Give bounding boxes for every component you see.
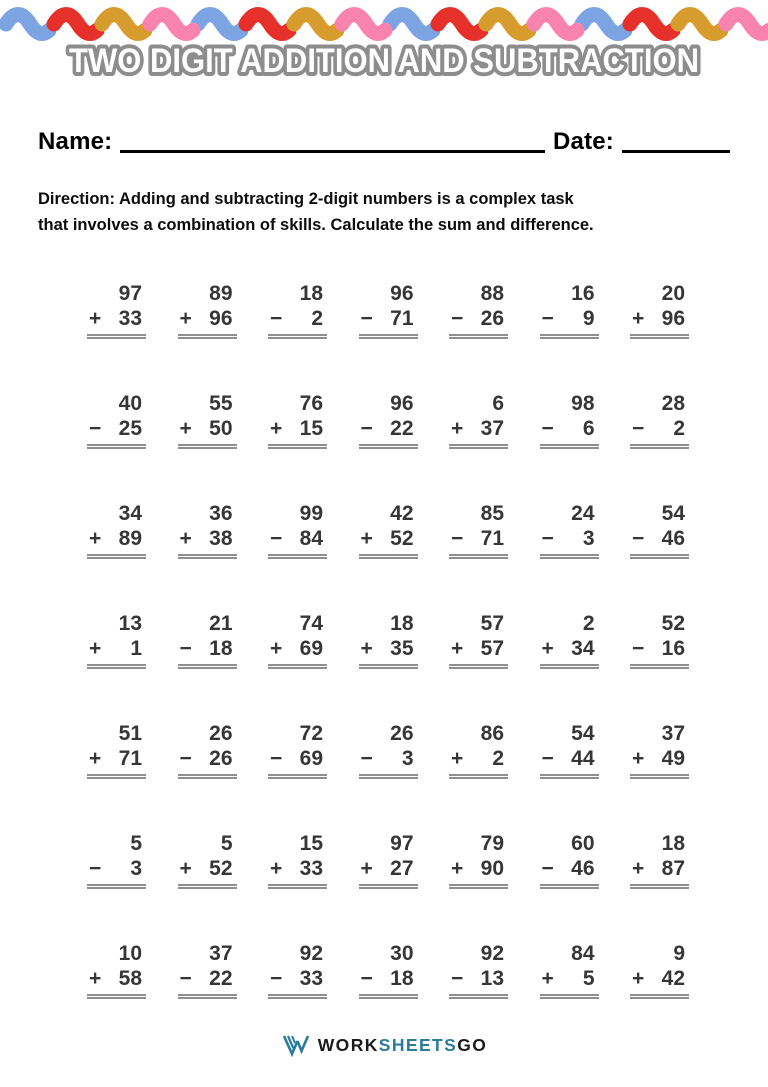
bottom-operand: 2: [673, 417, 685, 440]
top-operand: 86: [480, 722, 504, 745]
math-problem: [359, 941, 418, 999]
math-problem: [449, 501, 508, 559]
operator: −: [360, 967, 373, 990]
math-problem: [87, 721, 146, 779]
math-problem: [268, 721, 327, 779]
problem-row: [87, 501, 689, 559]
operator: +: [360, 857, 373, 880]
top-operand: 2: [582, 612, 595, 635]
math-problem: [87, 831, 146, 889]
operator: +: [179, 307, 192, 330]
logo-text: [318, 1035, 487, 1056]
operator: +: [89, 637, 102, 660]
math-problem: [540, 831, 599, 889]
math-problem: [449, 941, 508, 999]
answer-line: [630, 994, 689, 999]
bottom-operand: 1: [130, 637, 142, 660]
operator: +: [89, 527, 102, 550]
operator: +: [179, 527, 192, 550]
math-problem: [630, 831, 689, 889]
math-problem: [87, 501, 146, 559]
math-problem: [630, 941, 689, 999]
bottom-operand: 42: [661, 967, 685, 990]
answer-line: [268, 334, 327, 339]
top-operand: 72: [299, 722, 323, 745]
top-operand: 60: [571, 832, 595, 855]
bottom-operand: 46: [661, 527, 685, 550]
operator: +: [451, 747, 464, 770]
bottom-operand: 69: [299, 637, 323, 660]
operator: +: [179, 857, 192, 880]
answer-line: [540, 554, 599, 559]
bottom-operand: 52: [209, 857, 233, 880]
worksheetsgo-logo: [0, 1032, 768, 1058]
math-problem: [359, 611, 418, 669]
math-problem: [540, 721, 599, 779]
math-problem: [540, 611, 599, 669]
answer-line: [87, 774, 146, 779]
direction-line-1: Direction: Adding and subtracting 2-digit numbers is a complex task: [38, 190, 574, 208]
name-date-row: [38, 128, 730, 156]
top-operand: 28: [661, 392, 685, 415]
bottom-operand: 3: [130, 857, 142, 880]
operator: +: [632, 307, 645, 330]
top-operand: 37: [661, 722, 685, 745]
bottom-operand: 89: [118, 527, 142, 550]
math-problem: [178, 941, 237, 999]
top-operand: 96: [390, 282, 414, 305]
bottom-operand: 33: [299, 967, 323, 990]
answer-line: [178, 334, 237, 339]
answer-line: [359, 554, 418, 559]
answer-line: [87, 334, 146, 339]
page-title: TWO DIGIT ADDITION AND SUBTRACTION: [69, 42, 699, 80]
top-operand: 9: [673, 942, 685, 965]
direction-text: [38, 186, 733, 238]
bottom-operand: 18: [390, 967, 414, 990]
answer-line: [178, 994, 237, 999]
math-problem: [359, 831, 418, 889]
answer-line: [449, 884, 508, 889]
math-problem: [359, 721, 418, 779]
operator: +: [541, 967, 554, 990]
operator: +: [541, 637, 554, 660]
operator: −: [270, 307, 283, 330]
math-problem: [449, 281, 508, 339]
answer-line: [268, 444, 327, 449]
operator: +: [632, 747, 645, 770]
top-operand: 16: [571, 282, 595, 305]
bottom-operand: 27: [390, 857, 414, 880]
bottom-operand: 3: [582, 527, 595, 550]
answer-line: [540, 884, 599, 889]
math-problem: [630, 281, 689, 339]
date-blank-line: [622, 150, 730, 153]
bottom-operand: 26: [209, 747, 233, 770]
top-operand: 40: [118, 392, 142, 415]
bottom-operand: 13: [480, 967, 504, 990]
top-operand: 92: [480, 942, 504, 965]
math-problem: [630, 391, 689, 449]
answer-line: [359, 664, 418, 669]
answer-line: [268, 884, 327, 889]
top-operand: 13: [118, 612, 142, 635]
answer-line: [359, 994, 418, 999]
answer-line: [87, 664, 146, 669]
answer-line: [540, 334, 599, 339]
operator: +: [89, 967, 102, 990]
w-logo-icon: [281, 1032, 311, 1058]
bottom-operand: 38: [209, 527, 233, 550]
bottom-operand: 84: [299, 527, 323, 550]
operator: −: [270, 747, 283, 770]
top-operand: 79: [480, 832, 504, 855]
top-operand: 51: [118, 722, 142, 745]
answer-line: [630, 884, 689, 889]
top-operand: 85: [480, 502, 504, 525]
operator: +: [451, 417, 464, 440]
top-operand: 55: [209, 392, 233, 415]
answer-line: [178, 664, 237, 669]
operator: −: [360, 417, 373, 440]
bottom-operand: 71: [480, 527, 504, 550]
top-operand: 84: [571, 942, 595, 965]
operator: −: [179, 747, 192, 770]
operator: +: [632, 967, 645, 990]
answer-line: [359, 774, 418, 779]
answer-line: [449, 994, 508, 999]
top-operand: 96: [390, 392, 414, 415]
answer-line: [449, 444, 508, 449]
bottom-operand: 58: [118, 967, 142, 990]
math-problem: [540, 941, 599, 999]
operator: −: [360, 747, 373, 770]
top-operand: 20: [661, 282, 685, 305]
operator: +: [360, 637, 373, 660]
bottom-operand: 25: [118, 417, 142, 440]
math-problem: [268, 281, 327, 339]
bottom-operand: 90: [480, 857, 504, 880]
operator: +: [360, 527, 373, 550]
math-problem: [268, 391, 327, 449]
answer-line: [449, 554, 508, 559]
problems-grid: [87, 281, 689, 1051]
math-problem: [449, 611, 508, 669]
answer-line: [630, 774, 689, 779]
bottom-operand: 2: [492, 747, 504, 770]
problem-row: [87, 831, 689, 889]
answer-line: [540, 774, 599, 779]
operator: +: [89, 747, 102, 770]
top-operand: 18: [661, 832, 685, 855]
answer-line: [87, 554, 146, 559]
bottom-operand: 44: [571, 747, 595, 770]
math-problem: [540, 281, 599, 339]
top-operand: 52: [661, 612, 685, 635]
operator: −: [541, 527, 554, 550]
bottom-operand: 71: [390, 307, 414, 330]
operator: −: [89, 417, 102, 440]
top-operand: 6: [492, 392, 504, 415]
answer-line: [540, 444, 599, 449]
top-operand: 99: [299, 502, 323, 525]
operator: −: [541, 747, 554, 770]
answer-line: [268, 774, 327, 779]
name-label: Name:: [38, 128, 113, 155]
bottom-operand: 49: [661, 747, 685, 770]
operator: −: [451, 527, 464, 550]
operator: +: [270, 417, 283, 440]
answer-line: [87, 994, 146, 999]
math-problem: [449, 831, 508, 889]
math-problem: [87, 281, 146, 339]
top-operand: 37: [209, 942, 233, 965]
bottom-operand: 34: [571, 637, 595, 660]
math-problem: [449, 391, 508, 449]
bottom-operand: 37: [480, 417, 504, 440]
operator: +: [451, 857, 464, 880]
top-operand: 21: [209, 612, 233, 635]
top-operand: 89: [209, 282, 233, 305]
answer-line: [359, 334, 418, 339]
bottom-operand: 3: [401, 747, 414, 770]
operator: −: [451, 307, 464, 330]
operator: −: [541, 307, 554, 330]
top-operand: 10: [118, 942, 142, 965]
top-operand: 97: [118, 282, 142, 305]
answer-line: [630, 444, 689, 449]
answer-line: [87, 444, 146, 449]
bottom-operand: 87: [661, 857, 685, 880]
answer-line: [359, 884, 418, 889]
answer-line: [268, 664, 327, 669]
bottom-operand: 22: [390, 417, 414, 440]
bottom-operand: 26: [480, 307, 504, 330]
bottom-operand: 33: [118, 307, 142, 330]
top-operand: 36: [209, 502, 233, 525]
top-operand: 18: [299, 282, 323, 305]
operator: −: [179, 637, 192, 660]
math-problem: [268, 831, 327, 889]
math-problem: [178, 391, 237, 449]
math-problem: [630, 721, 689, 779]
top-operand: 76: [299, 392, 323, 415]
math-problem: [178, 501, 237, 559]
answer-line: [630, 334, 689, 339]
answer-line: [630, 664, 689, 669]
top-operand: 5: [220, 832, 233, 855]
top-operand: 98: [571, 392, 595, 415]
problem-row: [87, 611, 689, 669]
operator: −: [541, 417, 554, 440]
math-problem: [630, 611, 689, 669]
answer-line: [178, 884, 237, 889]
math-problem: [630, 501, 689, 559]
top-operand: 92: [299, 942, 323, 965]
problem-row: [87, 391, 689, 449]
top-operand: 26: [209, 722, 233, 745]
answer-line: [630, 554, 689, 559]
top-operand: 18: [390, 612, 414, 635]
operator: +: [270, 637, 283, 660]
problem-row: [87, 281, 689, 339]
bottom-operand: 46: [571, 857, 595, 880]
answer-line: [449, 334, 508, 339]
bottom-operand: 52: [390, 527, 414, 550]
answer-line: [268, 554, 327, 559]
bottom-operand: 96: [661, 307, 685, 330]
answer-line: [540, 994, 599, 999]
top-operand: 97: [390, 832, 414, 855]
answer-line: [449, 664, 508, 669]
operator: −: [451, 967, 464, 990]
math-problem: [268, 611, 327, 669]
operator: −: [89, 857, 102, 880]
math-problem: [87, 941, 146, 999]
math-problem: [540, 501, 599, 559]
top-operand: 54: [661, 502, 685, 525]
top-operand: 24: [571, 502, 595, 525]
logo-part-sheets: SHEETS: [378, 1034, 458, 1055]
answer-line: [540, 664, 599, 669]
bottom-operand: 2: [311, 307, 323, 330]
answer-line: [178, 554, 237, 559]
bottom-operand: 96: [209, 307, 233, 330]
math-problem: [359, 391, 418, 449]
bottom-operand: 69: [299, 747, 323, 770]
math-problem: [359, 281, 418, 339]
operator: +: [270, 857, 283, 880]
direction-line-2: that involves a combination of skills. Calculate the sum and difference.: [38, 216, 594, 234]
operator: −: [360, 307, 373, 330]
answer-line: [178, 774, 237, 779]
top-operand: 5: [130, 832, 142, 855]
answer-line: [449, 774, 508, 779]
operator: −: [541, 857, 554, 880]
name-blank-line: [120, 150, 545, 153]
math-problem: [268, 941, 327, 999]
title-banner: [0, 34, 768, 86]
bottom-operand: 33: [299, 857, 323, 880]
math-problem: [178, 831, 237, 889]
logo-part-work: WORK: [317, 1034, 379, 1055]
bottom-operand: 57: [480, 637, 504, 660]
bottom-operand: 9: [582, 307, 595, 330]
top-operand: 88: [480, 282, 504, 305]
top-operand: 15: [299, 832, 323, 855]
operator: −: [632, 527, 645, 550]
problem-row: [87, 721, 689, 779]
top-operand: 74: [299, 612, 323, 635]
operator: +: [89, 307, 102, 330]
answer-line: [359, 444, 418, 449]
top-operand: 30: [390, 942, 414, 965]
operator: +: [451, 637, 464, 660]
operator: −: [179, 967, 192, 990]
bottom-operand: 6: [582, 417, 595, 440]
math-problem: [178, 611, 237, 669]
bottom-operand: 35: [390, 637, 414, 660]
operator: −: [270, 527, 283, 550]
bottom-operand: 16: [661, 637, 685, 660]
top-operand: 42: [390, 502, 414, 525]
bottom-operand: 50: [209, 417, 233, 440]
bottom-operand: 18: [209, 637, 233, 660]
bottom-operand: 5: [582, 967, 595, 990]
math-problem: [359, 501, 418, 559]
operator: −: [632, 637, 645, 660]
math-problem: [268, 501, 327, 559]
operator: +: [179, 417, 192, 440]
top-operand: 26: [390, 722, 414, 745]
math-problem: [449, 721, 508, 779]
math-problem: [87, 611, 146, 669]
top-operand: 34: [118, 502, 142, 525]
answer-line: [268, 994, 327, 999]
math-problem: [540, 391, 599, 449]
bottom-operand: 71: [118, 747, 142, 770]
top-operand: 54: [571, 722, 595, 745]
logo-part-go: GO: [457, 1034, 488, 1055]
problem-row: [87, 941, 689, 999]
date-label: Date:: [552, 128, 614, 155]
bottom-operand: 15: [299, 417, 323, 440]
math-problem: [87, 391, 146, 449]
math-problem: [178, 721, 237, 779]
top-operand: 57: [480, 612, 504, 635]
math-problem: [178, 281, 237, 339]
answer-line: [178, 444, 237, 449]
operator: +: [632, 857, 645, 880]
answer-line: [87, 884, 146, 889]
operator: −: [632, 417, 645, 440]
bottom-operand: 22: [209, 967, 233, 990]
operator: −: [270, 967, 283, 990]
